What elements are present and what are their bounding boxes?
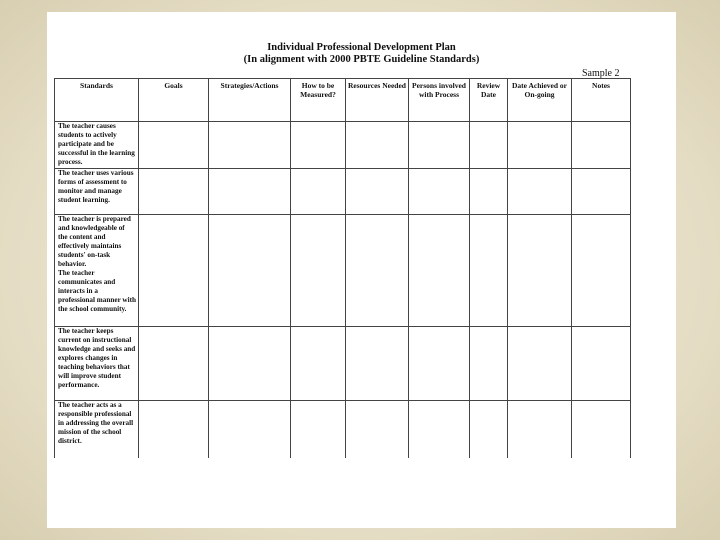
table-row [55,215,631,327]
header-review-date: Review Date [470,79,508,122]
date-achieved-cell[interactable] [508,215,572,327]
review-date-cell[interactable] [470,122,508,169]
measured-cell[interactable] [291,122,346,169]
header-measured: How to be Measured? [291,79,346,122]
measured-cell[interactable] [291,327,346,401]
resources-cell[interactable] [346,215,409,327]
goals-cell[interactable] [139,122,209,169]
sample-label: Sample 2 [582,68,620,79]
measured-cell[interactable] [291,169,346,215]
header-standards: Standards [55,79,139,122]
resources-cell[interactable] [346,327,409,401]
header-row [55,79,631,122]
development-plan-table [54,78,631,471]
review-date-cell[interactable] [470,327,508,401]
persons-cell[interactable] [409,327,470,401]
persons-cell[interactable] [409,215,470,327]
standard-cell: The teacher uses various forms of assessment to monitor and manage student learning. [55,169,139,215]
standard-cell: The teacher causes students to actively participate and be successful in the learning process. [55,122,139,169]
resources-cell[interactable] [346,122,409,169]
persons-cell[interactable] [409,122,470,169]
page-bottom [47,458,676,528]
header-goals: Goals [139,79,209,122]
notes-cell[interactable] [572,215,631,327]
review-date-cell[interactable] [470,169,508,215]
header-resources: Resources Needed [346,79,409,122]
standard-cell: The teacher keeps current on instructional knowledge and seeks and explores changes in teaching behaviors that will improve student performance. [55,327,139,401]
goals-cell[interactable] [139,169,209,215]
persons-cell[interactable] [409,169,470,215]
strategies-cell[interactable] [209,327,291,401]
standard-text: The teacher is prepared and knowledgeable of the content and effectively maintains students' on-task behavior. [58,215,131,268]
review-date-cell[interactable] [470,215,508,327]
standard-cell [55,215,139,327]
header-strategies: Strategies/Actions [209,79,291,122]
date-achieved-cell[interactable] [508,169,572,215]
strategies-cell[interactable] [209,122,291,169]
table-row [55,122,631,169]
notes-cell[interactable] [572,327,631,401]
standard-text: The teacher communicates and interacts in a professional manner with the school community. [58,269,137,313]
date-achieved-cell[interactable] [508,122,572,169]
table-row [55,327,631,401]
standard-cell: The teacher acts as a responsible professional in addressing the overall mission of the school district. [55,401,139,471]
measured-cell[interactable] [291,215,346,327]
date-achieved-cell[interactable] [508,327,572,401]
title-line-1: Individual Professional Development Plan [267,42,456,53]
resources-cell[interactable] [346,169,409,215]
notes-cell[interactable] [572,169,631,215]
title-line-2: (In alignment with 2000 PBTE Guideline Standards) [243,54,480,65]
goals-cell[interactable] [139,215,209,327]
header-persons: Persons involved with Process [409,79,470,122]
strategies-cell[interactable] [209,169,291,215]
slide [47,12,676,528]
header-notes: Notes [572,79,631,122]
goals-cell[interactable] [139,327,209,401]
table-row [55,169,631,215]
notes-cell[interactable] [572,122,631,169]
header-date-achieved: Date Achieved or On-going [508,79,572,122]
page-title [47,42,676,66]
strategies-cell[interactable] [209,215,291,327]
